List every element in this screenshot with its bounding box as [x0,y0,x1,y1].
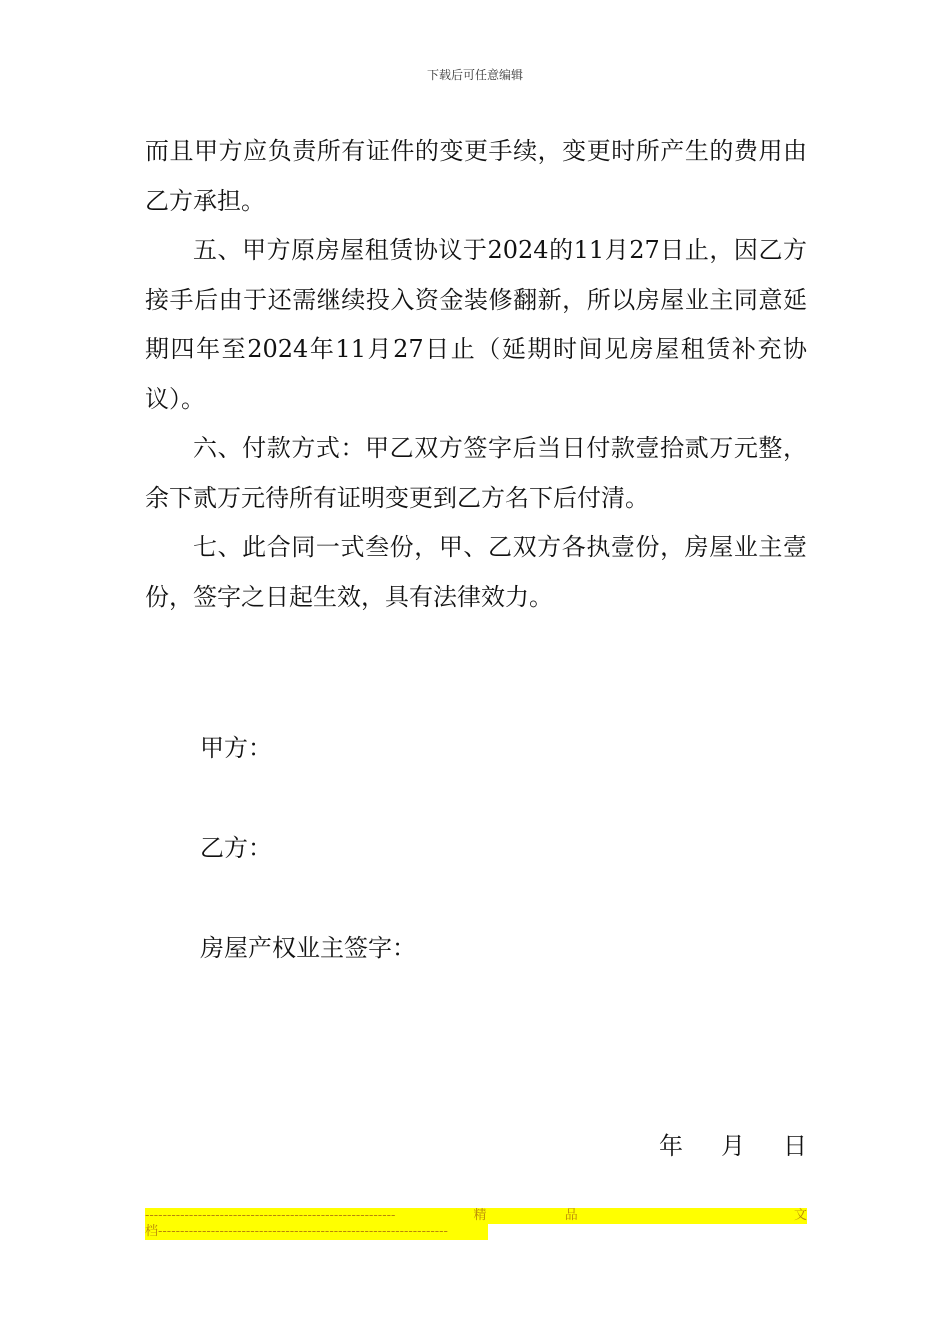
footer-dashes-right: ------------------------------------------------------------------ [158,1224,448,1239]
document-body [145,127,807,622]
footer-line-2 [145,1224,488,1240]
footer-char-3: 文 [793,1208,807,1223]
footer-char-4: 档 [145,1224,159,1239]
signature-party-a: 甲方： [200,734,272,762]
date-month: 月 [721,1132,745,1160]
footer-line-1 [145,1208,807,1224]
paragraph-clause-7: 七、此合同一式叁份，甲、乙双方各执壹份，房屋业主壹份，签字之日起生效，具有法律效力。 [145,533,807,611]
footer-char-2: 品 [564,1208,578,1223]
paragraph-clause-5: 五、甲方原房屋租赁协议于2024的11月27日止，因乙方接手后由于还需继续投入资金装修翻新，所以房屋业主同意延期四年至2024年11月27日止（延期时间见房屋租赁补充协议）。 [145,236,807,413]
footer-char-1: 精 [473,1208,487,1223]
footer-dashes-left: --------------------------------------------------------- [145,1208,396,1223]
page-header: 下载后可任意编辑 [426,68,523,82]
paragraph-clause-6: 六、付款方式：甲乙双方签字后当日付款壹拾贰万元整，余下贰万元待所有证明变更到乙方名下后付清。 [145,434,807,512]
date-line [659,1131,807,1161]
footer-banner [145,1208,807,1245]
signature-owner: 房屋产权业主签字： [200,934,416,962]
paragraph-continuation: 而且甲方应负责所有证件的变更手续，变更时所产生的费用由乙方承担。 [145,137,807,215]
date-year: 年 [659,1132,683,1160]
date-day: 日 [783,1132,807,1160]
signature-party-b: 乙方： [200,834,272,862]
